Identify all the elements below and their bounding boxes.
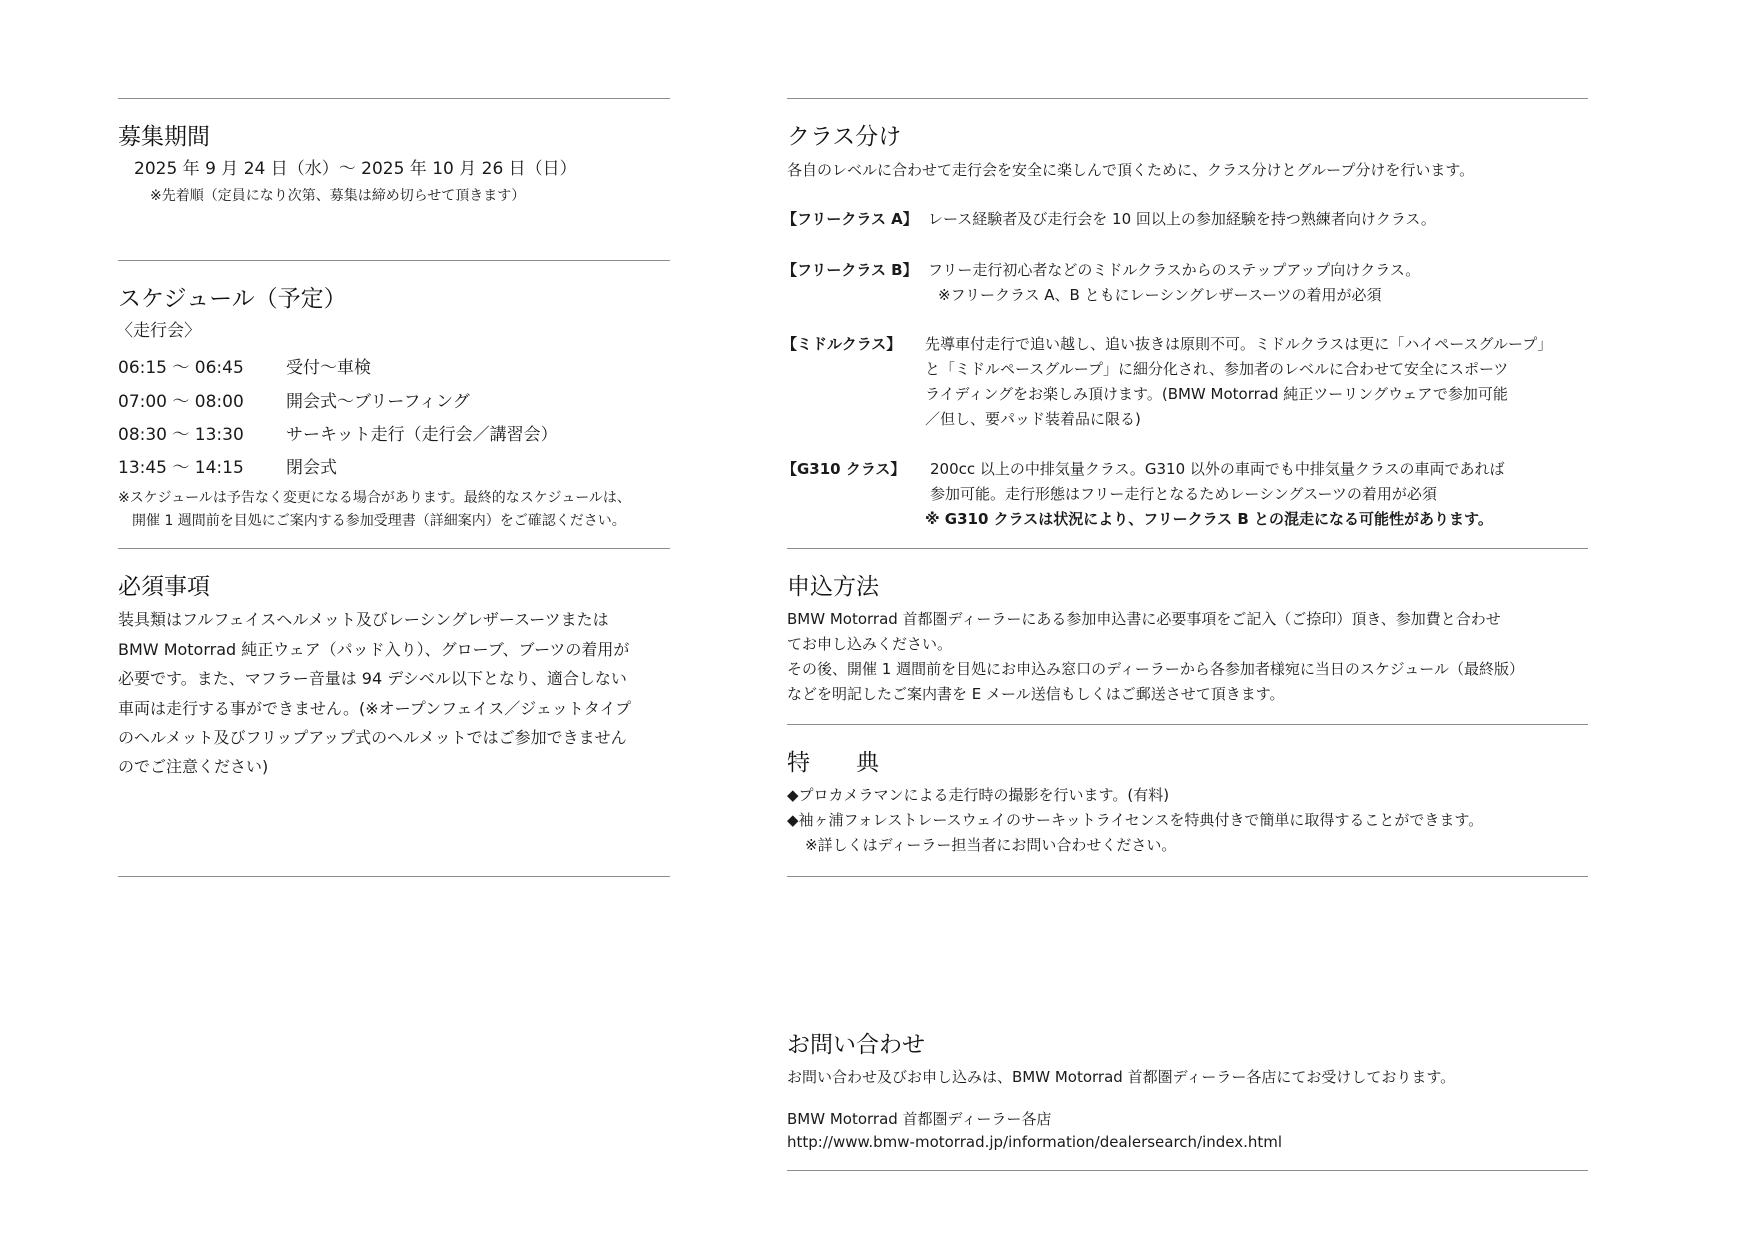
benefits-title: 特 典 <box>787 750 879 776</box>
classes-intro: 各自のレベルに合わせて走行会を安全に楽しんで頂くために、クラス分けとグループ分けを行います。 <box>787 161 1475 179</box>
class-label-middle: 【ミドルクラス】 <box>782 335 902 353</box>
class-text-middle: 先導車付走行で追い越し、追い抜きは原則不可。ミドルクラスは更に「ハイペースグループ」 <box>925 335 1553 353</box>
contact-dealer: BMW Motorrad 首都圏ディーラー各店 <box>787 1110 1052 1128</box>
classes-title: クラス分け <box>787 124 902 150</box>
recruit-title: 募集期間 <box>118 124 210 150</box>
class-text-middle: ／但し、要パッド装着品に限る) <box>925 410 1141 428</box>
schedule-row <box>118 420 558 445</box>
contact-title: お問い合わせ <box>787 1032 925 1058</box>
benefit-item: ◆プロカメラマンによる走行時の撮影を行います。(有料) <box>787 786 1170 804</box>
divider <box>118 548 670 549</box>
required-line: のヘルメット及びフリップアップ式のヘルメットではご参加できません <box>118 728 627 747</box>
apply-line: その後、開催 1 週間前を目処にお申込み窓口のディーラーから各参加者様宛に当日のスケジュール（最終版） <box>787 660 1524 678</box>
schedule-label: サーキット走行（走行会／講習会） <box>286 425 558 445</box>
schedule-time: 06:15 ～ 06:45 <box>118 358 244 378</box>
schedule-label: 受付～車検 <box>286 358 371 378</box>
apply-line: BMW Motorrad 首都圏ディーラーにある参加申込書に必要事項をご記入（ご捺印）頂き、参加費と合わせ <box>787 610 1501 628</box>
apply-line: てお申し込みください。 <box>787 635 953 653</box>
required-line: 装具類はフルフェイスヘルメット及びレーシングレザースーツまたは <box>118 610 609 629</box>
schedule-note: 開催 1 週間前を目処にご案内する参加受理書（詳細案内）をご確認ください。 <box>132 513 626 529</box>
schedule-time: 07:00 ～ 08:00 <box>118 392 244 412</box>
class-note-g310: ※ G310 クラスは状況により、フリークラス B との混走になる可能性があります。 <box>925 510 1493 528</box>
recruit-note: ※先着順（定員になり次第、募集は締め切らせて頂きます） <box>150 188 526 204</box>
schedule-row <box>118 353 371 378</box>
apply-line: などを明記したご案内書を E メール送信もしくはご郵送させて頂きます。 <box>787 685 1285 703</box>
schedule-label: 閉会式 <box>286 458 337 478</box>
divider <box>118 98 670 99</box>
class-text-middle: ライディングをお楽しみ頂けます。(BMW Motorrad 純正ツーリングウェアで参加可能 <box>925 385 1508 403</box>
class-label-free-b: 【フリークラス B】 <box>782 261 918 279</box>
contact-url-link[interactable]: http://www.bmw-motorrad.jp/information/dealersearch/index.html <box>787 1133 1283 1151</box>
class-text-middle: と「ミドルペースグループ」に細分化され、参加者のレベルに合わせて安全にスポーツ <box>925 360 1509 378</box>
benefit-item: ◆袖ヶ浦フォレストレースウェイのサーキットライセンスを特典付きで簡単に取得することができます。 <box>787 811 1484 829</box>
divider <box>118 260 670 261</box>
required-line: 車両は走行する事ができません。(※オープンフェイス／ジェットタイプ <box>118 699 632 718</box>
divider <box>118 876 670 877</box>
schedule-row <box>118 453 337 478</box>
class-note-free-b: ※フリークラス A、B ともにレーシングレザースーツの着用が必須 <box>938 286 1382 304</box>
schedule-subtitle: 〈走行会〉 <box>116 321 201 341</box>
divider <box>787 876 1588 877</box>
required-line: BMW Motorrad 純正ウェア（パッド入り）、グローブ、ブーツの着用が <box>118 640 630 659</box>
schedule-note: ※スケジュールは予告なく変更になる場合があります。最終的なスケジュールは、 <box>118 490 631 506</box>
class-text-free-b: フリー走行初心者などのミドルクラスからのステップアップ向けクラス。 <box>928 261 1421 279</box>
contact-text: お問い合わせ及びお申し込みは、BMW Motorrad 首都圏ディーラー各店にてお受けしております。 <box>787 1068 1456 1086</box>
schedule-row <box>118 387 470 412</box>
class-label-g310: 【G310 クラス】 <box>782 460 906 478</box>
schedule-label: 開会式～ブリーフィング <box>286 392 470 412</box>
class-label-free-a: 【フリークラス A】 <box>782 210 918 228</box>
divider <box>787 98 1588 99</box>
class-text-g310: 参加可能。走行形態はフリー走行となるためレーシングスーツの着用が必須 <box>930 485 1437 503</box>
divider <box>787 548 1588 549</box>
recruit-period: 2025 年 9 月 24 日（水）～ 2025 年 10 月 26 日（日） <box>134 159 577 179</box>
class-text-free-a: レース経験者及び走行会を 10 回以上の参加経験を持つ熟練者向けクラス。 <box>928 210 1436 228</box>
schedule-title: スケジュール（予定） <box>118 286 347 312</box>
divider <box>787 1170 1588 1171</box>
schedule-time: 08:30 ～ 13:30 <box>118 425 244 445</box>
benefit-note: ※詳しくはディーラー担当者にお問い合わせください。 <box>805 836 1177 854</box>
class-text-g310: 200cc 以上の中排気量クラス。G310 以外の車両でも中排気量クラスの車両であれば <box>930 460 1505 478</box>
divider <box>787 724 1588 725</box>
required-line: 必要です。また、マフラー音量は 94 デシベル以下となり、適合しない <box>118 669 627 688</box>
schedule-time: 13:45 ～ 14:15 <box>118 458 244 478</box>
required-title: 必須事項 <box>118 574 210 600</box>
required-line: のでご注意ください) <box>118 757 269 776</box>
apply-title: 申込方法 <box>787 574 879 600</box>
